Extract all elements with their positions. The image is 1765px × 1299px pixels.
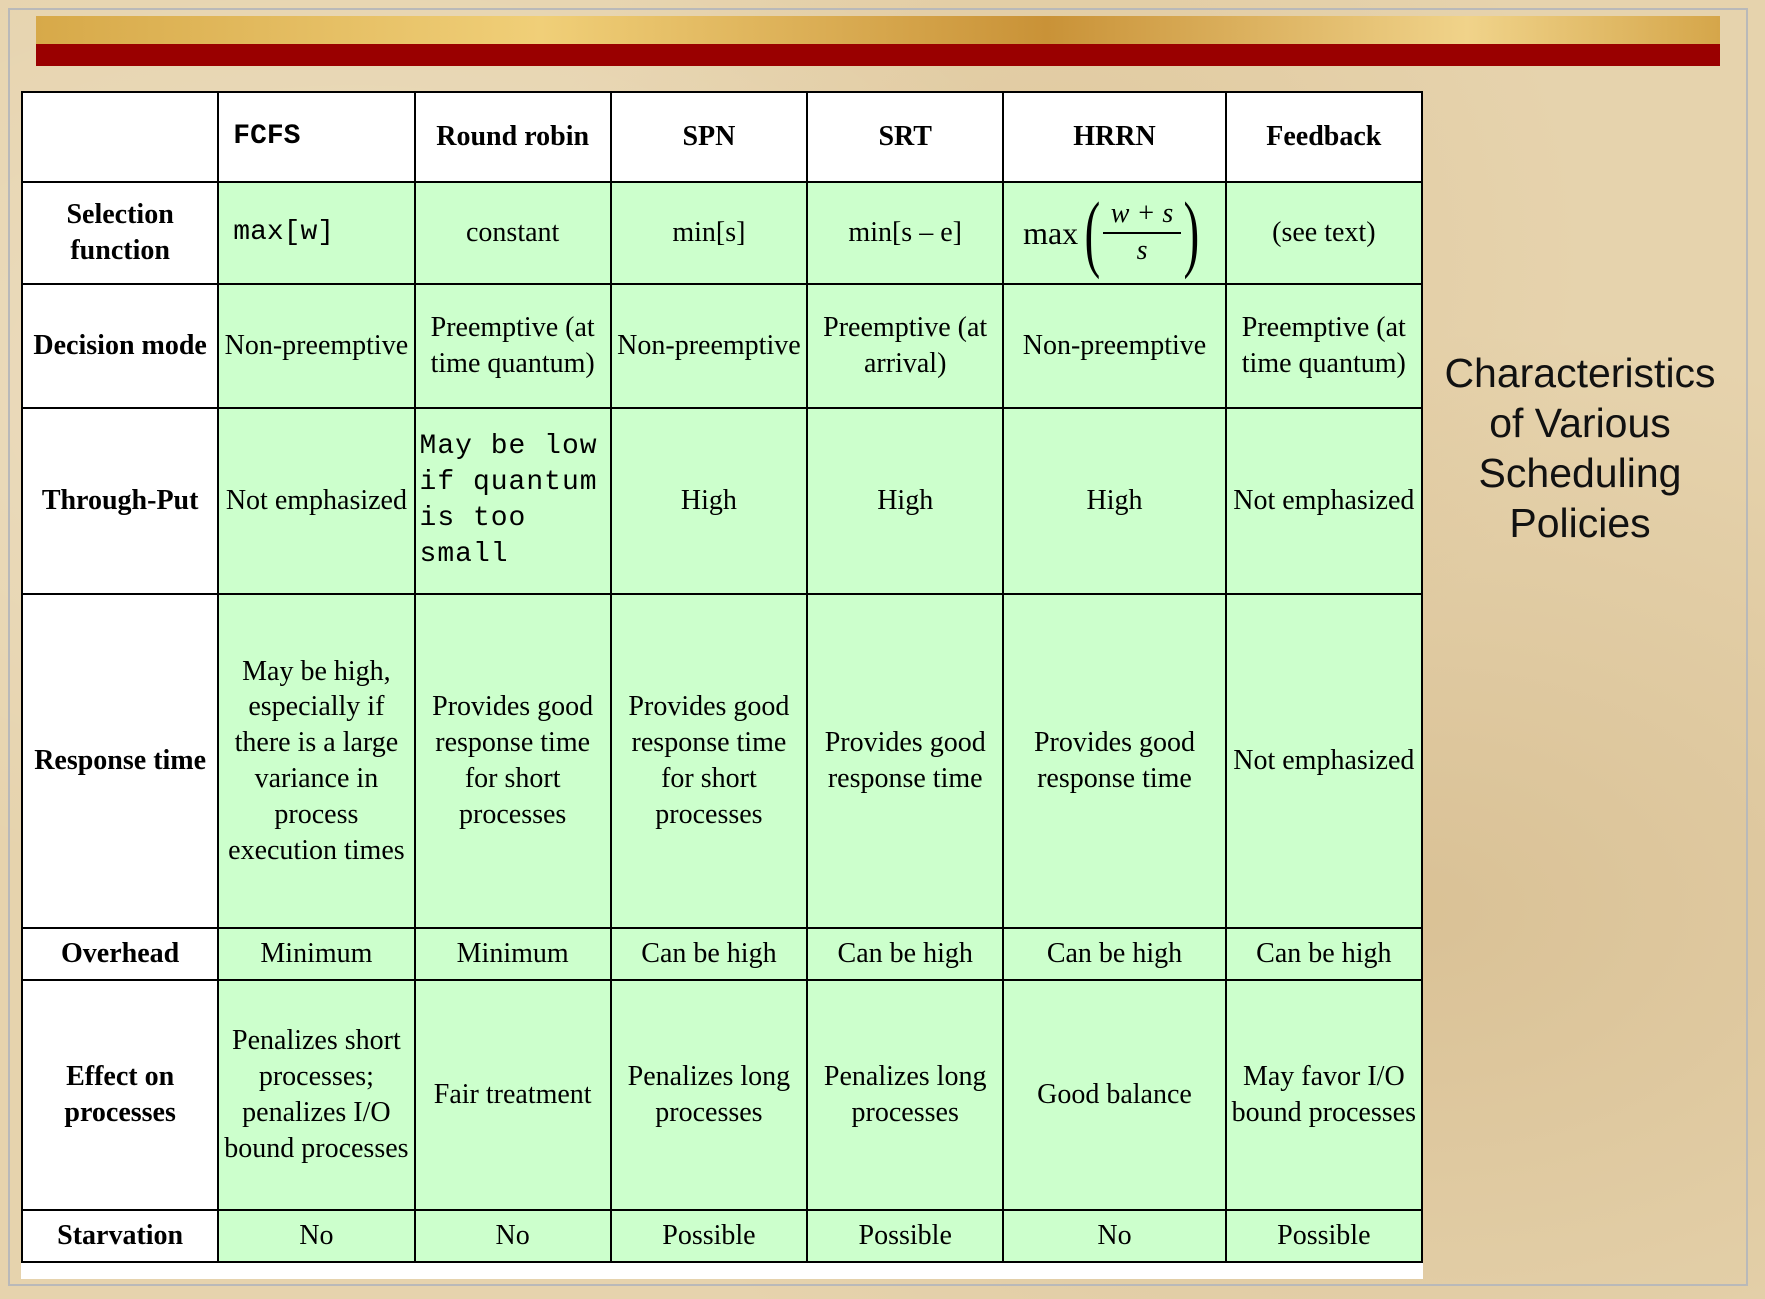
table-cell: Preemptive (at time quantum)	[1226, 284, 1422, 408]
table-cell: No	[218, 1210, 414, 1262]
column-header-spn: SPN	[611, 92, 807, 182]
table-cell: Non-preemptive	[1003, 284, 1225, 408]
hrrn-formula-cell	[1003, 182, 1225, 284]
row-header: Starvation	[22, 1210, 218, 1262]
column-header-srt: SRT	[807, 92, 1003, 182]
scheduling-table-container	[21, 91, 1423, 1279]
table-cell: Good balance	[1003, 980, 1225, 1210]
table-cell: No	[1003, 1210, 1225, 1262]
row-header: Overhead	[22, 928, 218, 980]
table-cell: Can be high	[1226, 928, 1422, 980]
table-cell: Minimum	[415, 928, 611, 980]
table-row-overhead	[22, 928, 1422, 980]
row-header: Response time	[22, 594, 218, 928]
table-cell: No	[415, 1210, 611, 1262]
table-cell: Not emphasized	[1226, 408, 1422, 594]
row-header: Decision mode	[22, 284, 218, 408]
scheduling-policies-table	[21, 91, 1423, 1263]
column-header-feedback: Feedback	[1226, 92, 1422, 182]
table-row-effect-on-processes	[22, 980, 1422, 1210]
table-cell: Preemptive (at arrival)	[807, 284, 1003, 408]
table-cell: Provides good response time for short processes	[415, 594, 611, 928]
table-cell: (see text)	[1226, 182, 1422, 284]
table-cell: Non-preemptive	[218, 284, 414, 408]
decorative-red-bar	[36, 44, 1720, 66]
formula-fraction	[1103, 199, 1181, 267]
table-cell: May be low if quantum is too small	[415, 408, 611, 594]
table-cell: High	[611, 408, 807, 594]
right-paren-glyph: )	[1183, 184, 1200, 281]
table-cell: Possible	[1226, 1210, 1422, 1262]
table-cell: Preemptive (at time quantum)	[415, 284, 611, 408]
row-header: Selection function	[22, 182, 218, 284]
table-row-selection-function	[22, 182, 1422, 284]
slide-title: Characteristics of Various Scheduling Policies	[1444, 350, 1716, 546]
table-cell: Provides good response time for short processes	[611, 594, 807, 928]
table-cell: Penalizes long processes	[807, 980, 1003, 1210]
row-header: Through-Put	[22, 408, 218, 594]
table-cell: High	[1003, 408, 1225, 594]
table-cell: Fair treatment	[415, 980, 611, 1210]
table-cell: min[s]	[611, 182, 807, 284]
decorative-top-band	[36, 16, 1720, 44]
formula-numerator: w + s	[1103, 199, 1181, 234]
table-cell: Penalizes long processes	[611, 980, 807, 1210]
left-paren-glyph: (	[1084, 184, 1101, 281]
table-cell: Can be high	[807, 928, 1003, 980]
table-cell: Can be high	[611, 928, 807, 980]
table-row-throughput	[22, 408, 1422, 594]
table-cell: min[s – e]	[807, 182, 1003, 284]
column-header-hrrn: HRRN	[1003, 92, 1225, 182]
table-cell: High	[807, 408, 1003, 594]
table-cell: Provides good response time	[807, 594, 1003, 928]
corner-cell	[22, 92, 218, 182]
row-header: Effect on processes	[22, 980, 218, 1210]
table-cell: May be high, especially if there is a large variance in process execution times	[218, 594, 414, 928]
table-cell: constant	[415, 182, 611, 284]
table-cell: Penalizes short processes; penalizes I/O bound processes	[218, 980, 414, 1210]
table-cell: Non-preemptive	[611, 284, 807, 408]
column-header-fcfs: FCFS	[218, 92, 414, 182]
table-row-response-time	[22, 594, 1422, 928]
column-header-round-robin: Round robin	[415, 92, 611, 182]
table-cell: Minimum	[218, 928, 414, 980]
table-cell: Not emphasized	[218, 408, 414, 594]
table-cell: Provides good response time	[1003, 594, 1225, 928]
table-cell: May favor I/O bound processes	[1226, 980, 1422, 1210]
table-cell: Possible	[807, 1210, 1003, 1262]
table-cell: Can be high	[1003, 928, 1225, 980]
table-row-decision-mode	[22, 284, 1422, 408]
table-cell: Possible	[611, 1210, 807, 1262]
header-row	[22, 92, 1422, 182]
table-cell: Not emphasized	[1226, 594, 1422, 928]
hrrn-formula	[1023, 184, 1206, 281]
formula-fn: max	[1023, 214, 1079, 251]
table-row-starvation	[22, 1210, 1422, 1262]
formula-denominator: s	[1136, 234, 1148, 266]
table-cell: max[w]	[218, 182, 414, 284]
